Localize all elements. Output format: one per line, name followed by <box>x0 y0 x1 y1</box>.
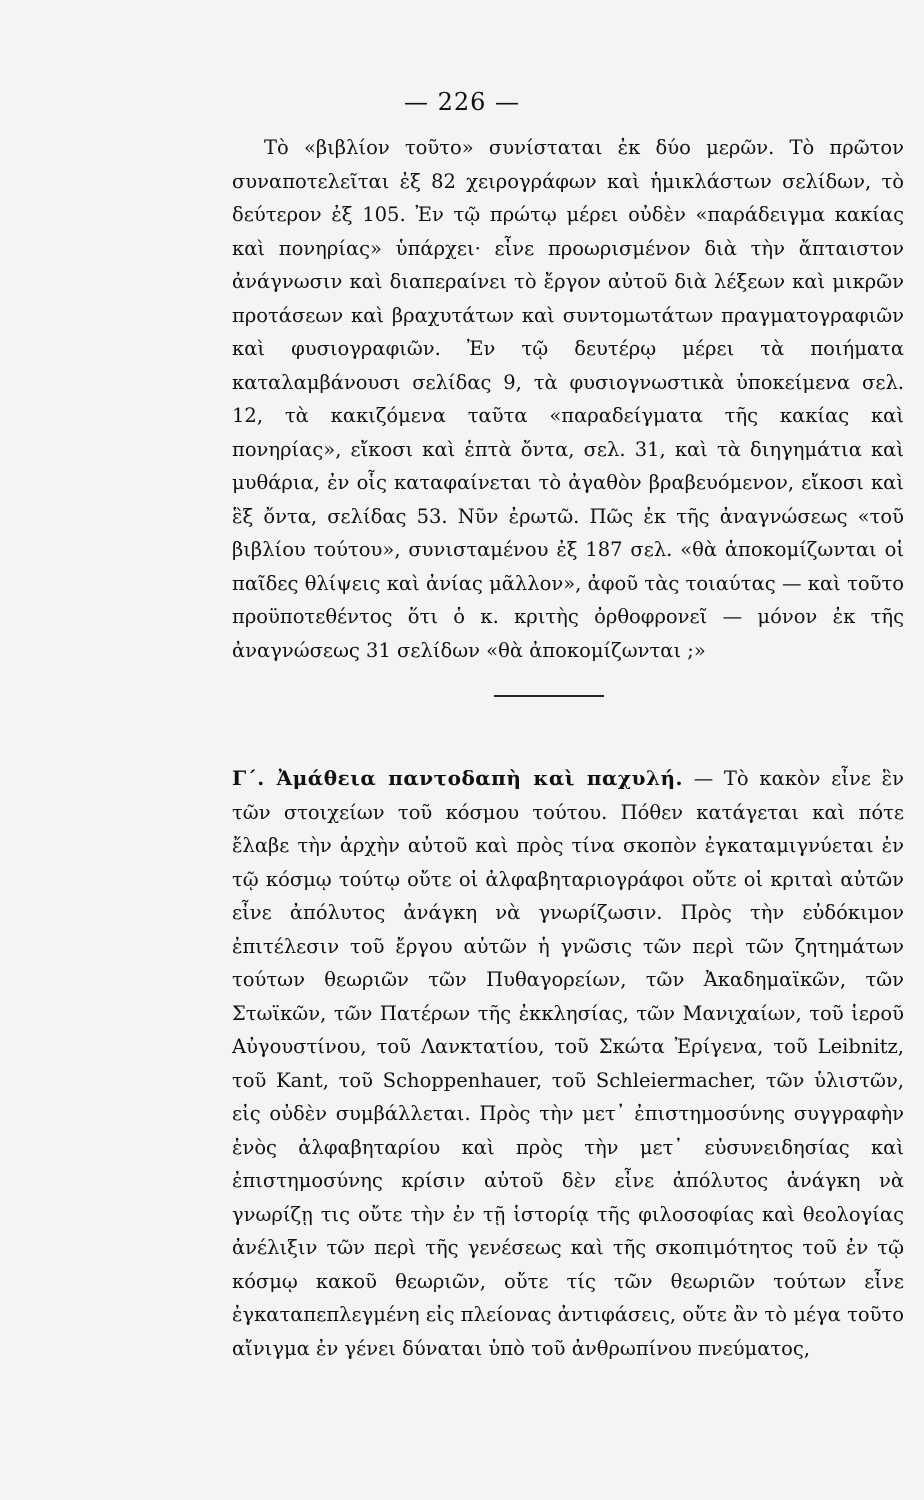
section-body-text: — Τὸ κακὸν εἶνε ἓν τῶν στοιχείων τοῦ κόσμου τούτου. Πόθεν κατάγεται καὶ πότε ἔλαβε τὴν ἀρχὴν αὐτοῦ καὶ πρὸς τίνα σκοπὸν ἐγκαταμιγνύεται ἐν τῷ κόσμῳ τούτῳ οὔτε οἱ ἀλφαβηταριογράφοι οὔτε οἱ κριταὶ αὐτῶν εἶνε ἀπόλυτος ἀνάγκη νὰ γνωρίζωσιν. Πρὸς τὴν εὐδόκιμον ἐπιτέλεσιν τοῦ ἔργου αὐτῶν ἡ γνῶσις τῶν περὶ τῶν ζητημάτων τούτων θεωριῶν τῶν Πυθαγορείων, τῶν Ἀκαδημαϊκῶν, τῶν Στωϊκῶν, τῶν Πατέρων τῆς ἐκκλησίας, τῶν Μανιχαίων, τοῦ ἱεροῦ Αὐγουστίνου, τοῦ Λανκτατίου, τοῦ Σκώτα Ἐρίγενα, τοῦ Leibnitz, τοῦ Kant, τοῦ Schoppenhauer, τοῦ Schleiermacher, τῶν ὑλιστῶν, εἰς οὐδὲν συμβάλλεται. Πρὸς τὴν μετ᾽ ἐπιστημοσύνης συγγραφὴν ἑνὸς ἀλφαβηταρίου καὶ πρὸς τὴν μετ᾽ εὐσυνειδησίας καὶ ἐπιστημοσύνης κρίσιν αὐτοῦ δὲν εἶνε ἀπόλυτος ἀνάγκη νὰ γνωρίζῃ τις οὔτε τὴν ἐν τῇ ἱστορίᾳ τῆς φιλοσοφίας καὶ θεολογίας ἀνέλιξιν τῶν περὶ τῆς γενέσεως καὶ τῆς σκοπιμότητος τοῦ ἐν τῷ κόσμῳ κακοῦ θεωριῶν, οὔτε τίς τῶν θεωριῶν τούτων εἶνε ἐγκαταπεπλεγμένη εἰς πλείονας ἀντιφάσεις, οὔτε ἂν τὸ μέγα τοῦτο αἴνιγμα ἐν γένει δύναται ὑπὸ τοῦ ἀνθρωπίνου πνεύματος, <box>232 767 904 1360</box>
paragraph-book-description: Τὸ «βιβλίον τοῦτο» συνίσταται ἐκ δύο μερῶν. Τὸ πρῶτον συναποτελεῖται ἐξ 82 χειρογράφων καὶ ἡμικλάστων σελίδων, τὸ δεύτερον ἐξ 105. Ἐν τῷ πρώτῳ μέρει οὐδὲν «παράδειγμα κακίας καὶ πονηρίας» ὑπάρχει· εἶνε προωρισμένον διὰ τὴν ἄπταιστον ἀνάγνωσιν καὶ διαπεραίνει τὸ ἔργον αὐτοῦ διὰ λέξεων καὶ μικρῶν προτάσεων καὶ βραχυτάτων καὶ συντομωτάτων πραγματογραφιῶν καὶ φυσιογραφιῶν. Ἐν τῷ δευτέρῳ μέρει τὰ ποιήματα καταλαμβάνουσι σελίδας 9, τὰ φυσιογνωστικὰ ὑποκείμενα σελ. 12, τὰ κακιζόμενα ταῦτα «παραδείγματα τῆς κακίας καὶ πονηρίας», εἴκοσι καὶ ἑπτὰ ὄντα, σελ. 31, καὶ τὰ διηγημάτια καὶ μυθάρια, ἐν οἷς καταφαίνεται τὸ ἀγαθὸν βραβευόμενον, εἴκοσι καὶ ἓξ ὄντα, σελίδας 53. Νῦν ἐρωτῶ. Πῶς ἐκ τῆς ἀναγνώσεως «τοῦ βιβλίου τούτου», συνισταμένου ἐξ 187 σελ. «θὰ ἀποκομίζωνται οἱ παῖδες θλίψεις καὶ ἀνίας μᾶλλον», ἀφοῦ τὰς τοιαύτας — καὶ τοῦτο προϋποτεθέντος ὅτι ὁ κ. κριτὴς ὀρθοφρονεῖ — μόνον ἐκ τῆς ἀναγνώσεως 31 σελίδων «θὰ ἀποκομίζωνται ;» <box>232 136 904 662</box>
section-divider <box>494 695 604 697</box>
section-heading: Γ΄. Ἀμάθεια παντοδαπὴ καὶ παχυλή. <box>232 766 683 790</box>
page-number: — 226 — <box>403 88 521 116</box>
paragraph-section-g <box>232 762 904 1365</box>
